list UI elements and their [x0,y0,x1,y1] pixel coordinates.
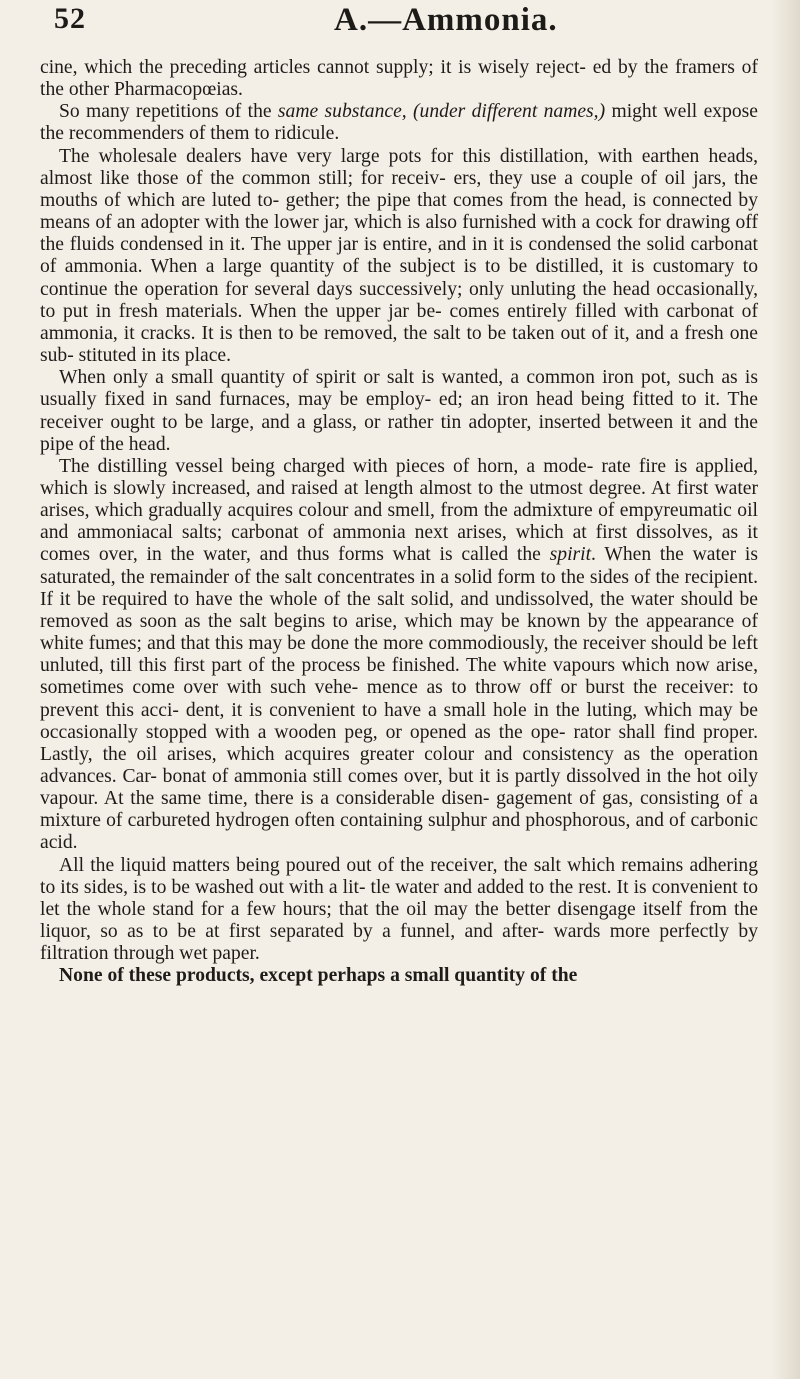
paragraph-5-start: The distilling vessel being charged with pieces of horn, a mode- rate fire is applied, which is slowly increased, and raised at length almost to the utmost degree. At first water arises, which gradually acquires colour and smell, from the admixture of empyreumatic oil and ammoniacal salts; carbonat of ammonia next arises, which at first dissolves, as it comes over, in the water, and thus forms what is called the [40,455,758,566]
paragraph-1-text: cine, which the preceding articles cannot supply; it is wisely reject- ed by the framers of the other Pharmacopœias. [40,57,758,101]
paragraph-2-end: might well expose the recommenders of them to ridicule. [40,101,759,145]
paragraph-2-italic: same substance, (under different names,) [277,101,606,123]
paragraph-5 [40,456,758,855]
paragraph-6 [40,855,758,966]
running-head: A.—Ammonia. [334,2,558,38]
paragraph-5-italic: spirit [549,544,592,566]
page-edge-shadow [772,0,800,1379]
page-number: 52 [54,2,86,35]
paragraph-5-end: . When the water is saturated, the remainder of the salt concentrates in a solid form to the sides of the recipient. If it be required to have the whole of the salt solid, and undissolved, the water should be removed as soon as the salt begins to arise, which may be known by the appearance of white fumes; and that this may be done the more commodiously, the receiver should be left unluted, till this first part of the process be finished. The white vapours which now arise, sometimes come over with such vehe- mence as to throw off or burst the receiver: to prevent this acci- dent, it is convenient to have a small hole in the luting, which may be occasionally stopped with a wooden peg, or opened as the ope- rator shall find proper. Lastly, the oil arises, which acquires greater colour and consistency as the operation advances. Car- bonat of ammonia still comes over, but it is partly dissolved in the hot oily vapour. At the same time, there is a considerable disen- gagement of gas, consisting of a mixture of carbureted hydrogen often containing sulphur and phosphorous, and of carbonic acid. [40,544,758,854]
paragraph-3-text: The wholesale dealers have very large pots for this distillation, with earthen heads, almost like those of the common still; for receiv- ers, they use a couple of oil jars, the mouths of which are luted to- gether; the pipe that comes from the head, is connected by means of an adopter with the lower jar, which is also furnished with a cock for drawing off the fluids condensed in it. The upper jar is entire, and in it is condensed the solid carbonat of ammonia. When a large quantity of the subject is to be distilled, it is customary to continue the operation for several days successively; only unluting the head occasionally, to put in fresh materials. When the upper jar be- comes entirely filled with carbonat of ammonia, it cracks. It is then to be removed, the salt to be taken out of it, and a fresh one sub- stituted in its place. [40,145,758,367]
page-header [54,2,754,46]
paragraph-7 [40,965,758,987]
paragraph-7-text: None of these products, except perhaps a small quantity of the [59,965,578,987]
body-text [40,57,758,988]
paragraph-3 [40,146,758,368]
paragraph-2 [40,101,758,145]
paragraph-4 [40,367,758,456]
paragraph-4-text: When only a small quantity of spirit or salt is wanted, a common iron pot, such as is usually fixed in sand furnaces, may be employ- ed; an iron head being fitted to it. The receiver ought to be large, and a glass, or rather tin adopter, inserted between it and the pipe of the head. [40,367,758,455]
paragraph-1 [40,57,758,101]
paragraph-2-start: So many repetitions of the [59,101,278,123]
paragraph-6-text: All the liquid matters being poured out of the receiver, the salt which remains adhering to its sides, is to be washed out with a lit- tle water and added to the rest. It is convenient to let the whole stand for a few hours; that the oil may the better disengage itself from the liquor, so as to be at first separated by a funnel, and after- wards more perfectly by filtration through wet paper. [40,854,758,965]
